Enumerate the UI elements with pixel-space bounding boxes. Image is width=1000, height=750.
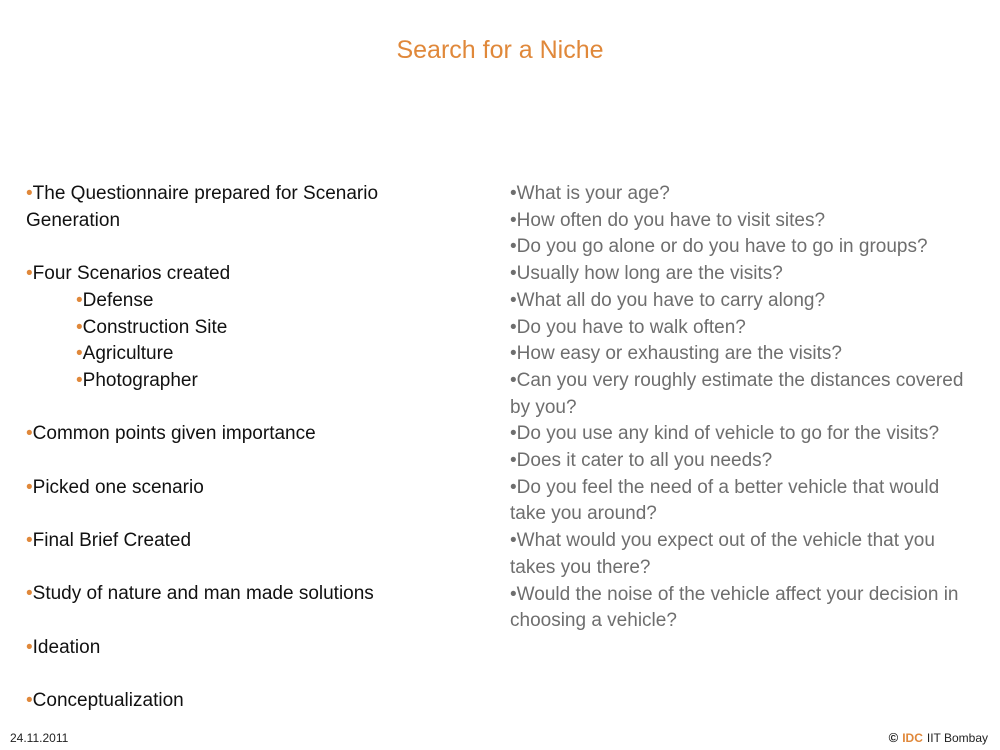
list-item-text: Study of nature and man made solutions <box>32 583 374 605</box>
question-item <box>510 234 980 261</box>
list-item-text: The Questionnaire prepared for Scenario Generation <box>26 183 379 231</box>
list-item <box>26 528 466 555</box>
footer-brand <box>889 730 988 745</box>
question-text: Do you use any kind of vehicle to go for the visits? <box>516 423 940 445</box>
question-item <box>510 475 980 528</box>
list-item-text: Conceptualization <box>32 690 184 712</box>
question-item <box>510 288 980 315</box>
bullet-icon: • <box>510 343 517 365</box>
question-text: What all do you have to carry along? <box>516 289 826 311</box>
bullet-icon: • <box>510 423 517 445</box>
copyright-icon: © <box>888 730 899 745</box>
question-item <box>510 181 980 208</box>
list-item-text: Final Brief Created <box>32 530 192 552</box>
list-item-text: Picked one scenario <box>32 476 204 498</box>
brand-institute-label: IIT Bombay <box>926 730 988 745</box>
list-item <box>26 475 466 502</box>
question-item <box>510 315 980 342</box>
bullet-icon: • <box>76 316 83 338</box>
question-item <box>510 448 980 475</box>
bullet-icon: • <box>510 183 517 204</box>
bullet-icon: • <box>26 423 33 445</box>
list-item <box>26 581 466 608</box>
bullet-icon: • <box>510 476 517 498</box>
question-text: Does it cater to all you needs? <box>516 450 773 472</box>
bullet-icon: • <box>26 263 33 285</box>
question-text: Would the noise of the vehicle affect your decision in choosing a vehicle? <box>510 583 959 632</box>
question-text: How often do you have to visit sites? <box>516 209 826 231</box>
question-text: Usually how long are the visits? <box>516 263 783 285</box>
bullet-icon: • <box>26 183 33 204</box>
list-item-text: Agriculture <box>82 343 174 365</box>
bullet-icon: • <box>510 236 517 258</box>
bullet-icon: • <box>26 530 33 552</box>
slide-title: Search for a Niche <box>396 36 604 64</box>
bullet-icon: • <box>510 209 517 231</box>
question-text: Do you feel the need of a better vehicle that would take you around? <box>510 476 940 525</box>
bullet-icon: • <box>26 636 33 658</box>
bullet-icon: • <box>76 289 83 311</box>
list-item <box>26 261 466 288</box>
list-item <box>26 181 466 234</box>
list-item-text: Photographer <box>82 369 198 391</box>
list-item-text: Common points given importance <box>32 423 316 445</box>
question-text: Do you go alone or do you have to go in groups? <box>516 236 928 258</box>
bullet-icon: • <box>76 369 83 391</box>
bullet-icon: • <box>26 690 33 712</box>
list-item-text: Ideation <box>32 636 101 658</box>
question-text: What is your age? <box>516 183 670 204</box>
bullet-icon: • <box>510 289 517 311</box>
left-bullet-list <box>26 181 466 715</box>
bullet-icon: • <box>26 476 33 498</box>
question-text: Can you very roughly estimate the distances covered by you? <box>510 369 964 418</box>
bullet-icon: • <box>76 343 83 365</box>
questionnaire-list <box>510 181 980 635</box>
brand-idc-label: IDC <box>902 730 923 745</box>
question-item <box>510 261 980 288</box>
question-item <box>510 582 980 635</box>
question-item <box>510 421 980 448</box>
bullet-icon: • <box>26 583 33 605</box>
sub-list-item <box>26 315 466 342</box>
question-item <box>510 528 980 581</box>
sub-list-item <box>26 368 466 395</box>
bullet-icon: • <box>510 316 517 338</box>
question-text: What would you expect out of the vehicle that you takes you there? <box>510 530 935 578</box>
sub-list-item <box>26 288 466 315</box>
sub-list-item <box>26 341 466 368</box>
question-item <box>510 368 980 421</box>
list-item-text: Four Scenarios created <box>32 263 231 285</box>
list-item <box>26 421 466 448</box>
bullet-icon: • <box>510 530 517 552</box>
list-item <box>26 635 466 662</box>
footer-date: 24.11.2011 <box>10 731 69 745</box>
list-item-text: Construction Site <box>82 316 228 338</box>
question-text: How easy or exhausting are the visits? <box>516 343 842 365</box>
bullet-icon: • <box>510 450 517 472</box>
list-item-text: Defense <box>82 289 154 311</box>
list-item <box>26 688 466 715</box>
question-item <box>510 208 980 235</box>
bullet-icon: • <box>510 583 517 605</box>
question-text: Do you have to walk often? <box>516 316 746 338</box>
bullet-icon: • <box>510 369 517 391</box>
bullet-icon: • <box>510 263 517 285</box>
question-item <box>510 341 980 368</box>
